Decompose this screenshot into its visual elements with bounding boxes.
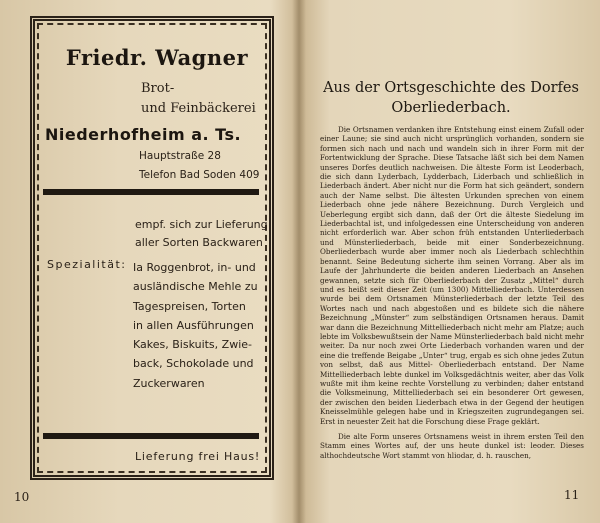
specialty-line: Tagespreisen, Torten (133, 299, 246, 313)
offer-line-1: empf. sich zur Lieferung (135, 218, 268, 231)
page-number-left: 10 (14, 490, 30, 504)
article-title-line-1: Aus der Ortsgeschichte des Dorfes (323, 80, 579, 96)
specialty-line: back, Schokolade und (133, 357, 254, 371)
delivery-note: Lieferung frei Haus! (135, 450, 261, 463)
specialty-list (133, 258, 265, 393)
article-body (320, 125, 584, 460)
page-number-right: 11 (564, 488, 580, 502)
article-paragraph-2: Die alte Form unseres Ortsnamens weist in ihrem ersten Teil den Stamm eines Wortes auf, der uns heute dunkel ist: leoder. Dieses althochdeutsche Wort stammt von hliodar, d. h. rauschen, (320, 432, 584, 460)
offer-line-2: aller Sorten Backwaren (135, 236, 263, 249)
article-title-line-2: Oberliederbach. (391, 100, 511, 116)
specialty-line: ausländische Mehle zu (133, 280, 258, 294)
specialty-label: Spezialität: (47, 258, 127, 271)
left-page (0, 0, 296, 523)
specialty-line: Ia Roggenbrot, in- und (133, 261, 256, 274)
specialty-line: Zuckerwaren (133, 376, 205, 390)
advertisement-frame (30, 16, 274, 480)
right-page (304, 0, 600, 523)
divider-rule-top (43, 189, 259, 195)
trade-line-1: Brot- (141, 81, 175, 96)
specialty-line: in allen Ausführungen (133, 318, 254, 332)
specialty-line: Kakes, Biskuits, Zwie- (133, 338, 252, 352)
city-name: Niederhofheim a. Ts. (45, 125, 242, 144)
trade-line-2: und Feinbäckerei (141, 101, 256, 116)
phone-number: Telefon Bad Soden 409 (139, 169, 260, 181)
company-name: Friedr. Wagner (65, 45, 249, 70)
article-paragraph-1: Die Ortsnamen verdanken ihre Entstehung einst einem Zufall oder einer Laune; sie sind auch nicht ursprünglich vorhanden, sondern sie formen sich nach und nach und wandeln sich in ihrer Form mit der Fortentwicklung der Sprache. Diese Tatsache läßt sich bei dem Namen unseres Dorfes deutlich nachweisen. Die älteste Form ist Leoderbach, die sich dann Lyderbach, Lydderbach, Liderbach und schließlich in Liederbach ändert. Aber nicht nur die Form hat sich geändert, sondern auch der Name selbst. Die ältesten Urkunden sprechen von einem Liederbach ohne jede nähere Bezeichnung. Durch Vergleich und Ueberlegung ergibt sich dann, daß der Ort die älteste Siedelung im Liederbachtal ist, und infolgedessen eine Unterscheidung von anderen nicht erforderlich war. Aber schon früh entstanden Unterliederbach und Münsterliederbach, beide mit einer Sonderbezeichnung. Oberliederbach wurde aber immer noch als Liederbach schlechthin benannt. Seine Bedeutung sicherte ihm seinen Vorrang. Aber als im Laufe der Jahrhunderte die beiden anderen Liederbach an Ansehen gewannen, setzte sich für Oberliederbach der Zusatz „Mittel“ durch und es heißt seit dieser Zeit (um 1300) Mittelliederbach. Unterdessen wurde bei dem Ortsnamen Münsterliederbach der letzte Teil des Wortes nach und nach abgestoßen und es bildete sich die nähere Bezeichnung „Münster“ zum selbständigen Ortsnamen heraus. Damit war dann die Bezeichnung Mittelliederbach nicht mehr am Platze; auch lebte im Volksbewußtsein der Name Münsterliederbach bald nicht mehr weiter. Da nur noch zwei Orte Liederbach vorhanden waren und der eine die treffende Beigabe „Unter“ trug, ergab es sich ohne jedes Zutun von selbst, daß aus Mittel- Oberliederbach entstand. Der Name Mittelliederbach lebte dunkel im Volksgedächtnis weiter, aber das Volk wußte mit ihm keine rechte Vorstellung zu verbinden; daher entstand die Volksmeinung, Mittelliederbach sei ein besonderer Ort gewesen, der zwischen den beiden Liederbach etwa in der Gegend der heutigen Kneisselmühle gelegen habe und in Kriegszeiten zugrundegangen sei. Erst in neuester Zeit hat die Forschung diese Frage geklärt. (320, 125, 584, 426)
divider-rule-bottom (43, 433, 259, 439)
street-address: Hauptstraße 28 (139, 150, 221, 162)
